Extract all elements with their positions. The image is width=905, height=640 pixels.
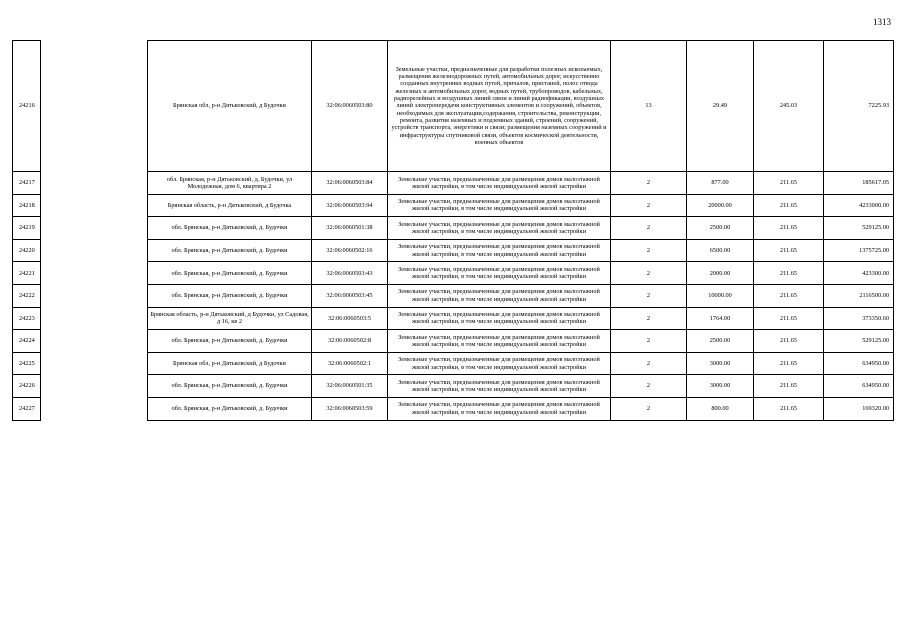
land-use-cell: Земельные участки, предназначенные для размещения домов малоэтажной жилой застройки, в том числе индивидуальной жилой застройки — [388, 284, 611, 307]
land-use-cell: Земельные участки, предназначенные для размещения домов малоэтажной жилой застройки, в том числе индивидуальной жилой застройки — [388, 330, 611, 353]
row-number: 24225 — [13, 352, 41, 375]
land-use-cell: Земельные участки, предназначенные для разработки полезных ископаемых, размещения железнодорожных путей, автомобильных дорог, искусственно созданных внутренних водных путей, причалов, пристаней, полос отвода железных и автомобильных дорог, водных путей, трубопроводов, кабельных, радиорелейных и воздушных линий связи и линий радиофикации, воздушных линий электропередачи конструктивных элементов и сооружений, объектов, необходимых для эксплуатации,содержания, строительства, реконструкции, ремонта, развития наземных и подземных зданий, строений, сооружений, устройств транспорта, энергетики и связи; размещения наземных сооружений и инфраструктуры спутниковой связи, объектов космической деятельности, военных объектов — [388, 41, 611, 172]
spacer-cell — [41, 352, 148, 375]
spacer-cell — [41, 194, 148, 217]
table-row — [13, 397, 894, 420]
cadastral-number-cell: 32:06:0060503:5 — [312, 307, 388, 330]
cadastral-value-cell: 7225.93 — [824, 41, 894, 172]
page-number: 1313 — [873, 17, 891, 27]
row-number: 24227 — [13, 397, 41, 420]
area-cell: 10000.00 — [687, 284, 754, 307]
specific-value-cell: 211.65 — [754, 307, 824, 330]
group-code-cell: 2 — [611, 239, 687, 262]
address-cell: обл. Брянская, р-н Дятьковский, д. Будочки — [148, 284, 312, 307]
group-code-cell: 2 — [611, 262, 687, 285]
table-row — [13, 239, 894, 262]
table-body — [13, 41, 894, 421]
area-cell: 2500.00 — [687, 217, 754, 240]
cadastral-number-cell: 32:06:0060503:59 — [312, 397, 388, 420]
spacer-cell — [41, 284, 148, 307]
area-cell: 3000.00 — [687, 352, 754, 375]
cadastral-value-cell: 4233000.00 — [824, 194, 894, 217]
cadastral-value-cell: 373350.60 — [824, 307, 894, 330]
cadastral-value-cell: 185617.05 — [824, 172, 894, 195]
cadastral-number-cell: 32:06:0060503:43 — [312, 262, 388, 285]
spacer-cell — [41, 217, 148, 240]
address-cell: Брянская обл, р-н Дятьковский, д Будочки — [148, 352, 312, 375]
table-row — [13, 330, 894, 353]
land-use-cell: Земельные участки, предназначенные для размещения домов малоэтажной жилой застройки, в том числе индивидуальной жилой застройки — [388, 397, 611, 420]
specific-value-cell: 245.03 — [754, 41, 824, 172]
area-cell: 29.49 — [687, 41, 754, 172]
address-cell: обл. Брянская, р-н Дятьковский, д. Будочки, ул Молодежная, дом 6, квартира 2 — [148, 172, 312, 195]
spacer-cell — [41, 307, 148, 330]
specific-value-cell: 211.65 — [754, 397, 824, 420]
specific-value-cell: 211.65 — [754, 194, 824, 217]
row-number: 24226 — [13, 375, 41, 398]
land-use-cell: Земельные участки, предназначенные для размещения домов малоэтажной жилой застройки, в том числе индивидуальной жилой застройки — [388, 194, 611, 217]
group-code-cell: 2 — [611, 172, 687, 195]
specific-value-cell: 211.65 — [754, 375, 824, 398]
area-cell: 6500.00 — [687, 239, 754, 262]
group-code-cell: 2 — [611, 194, 687, 217]
address-cell: обл. Брянская, р-н Дятьковский, д. Будочки — [148, 330, 312, 353]
table-row — [13, 41, 894, 172]
table-row — [13, 307, 894, 330]
land-use-cell: Земельные участки, предназначенные для размещения домов малоэтажной жилой застройки, в том числе индивидуальной жилой застройки — [388, 375, 611, 398]
specific-value-cell: 211.65 — [754, 284, 824, 307]
land-use-cell: Земельные участки, предназначенные для размещения домов малоэтажной жилой застройки, в том числе индивидуальной жилой застройки — [388, 239, 611, 262]
land-use-cell: Земельные участки, предназначенные для размещения домов малоэтажной жилой застройки, в том числе индивидуальной жилой застройки — [388, 352, 611, 375]
cadastral-number-cell: 32:06:0060501:35 — [312, 375, 388, 398]
area-cell: 1764.00 — [687, 307, 754, 330]
group-code-cell: 2 — [611, 352, 687, 375]
area-cell: 20000.00 — [687, 194, 754, 217]
area-cell: 2500.00 — [687, 330, 754, 353]
specific-value-cell: 211.65 — [754, 352, 824, 375]
cadastral-value-cell: 423300.00 — [824, 262, 894, 285]
row-number: 24216 — [13, 41, 41, 172]
row-number: 24218 — [13, 194, 41, 217]
group-code-cell: 2 — [611, 217, 687, 240]
table-row — [13, 172, 894, 195]
cadastral-value-cell: 634950.00 — [824, 352, 894, 375]
row-number: 24222 — [13, 284, 41, 307]
spacer-cell — [41, 41, 148, 172]
cadastral-value-cell: 529125.00 — [824, 330, 894, 353]
spacer-cell — [41, 239, 148, 262]
specific-value-cell: 211.65 — [754, 239, 824, 262]
spacer-cell — [41, 262, 148, 285]
spacer-cell — [41, 375, 148, 398]
address-cell: Брянская область, р-н Дятьковский, д Будочки, ул Садовая, д 16, кв 2 — [148, 307, 312, 330]
table-row — [13, 375, 894, 398]
row-number: 24221 — [13, 262, 41, 285]
cadastral-value-cell: 2116500.00 — [824, 284, 894, 307]
cadastral-number-cell: 32:06:0060503:80 — [312, 41, 388, 172]
group-code-cell: 2 — [611, 284, 687, 307]
cadastral-number-cell: 32:06:0060502:8 — [312, 330, 388, 353]
address-cell: Брянская обл, р-н Дятьковский, д Будочки — [148, 41, 312, 172]
group-code-cell: 2 — [611, 375, 687, 398]
table-row — [13, 217, 894, 240]
area-cell: 2000.00 — [687, 262, 754, 285]
table-row — [13, 352, 894, 375]
table-row — [13, 284, 894, 307]
land-use-cell: Земельные участки, предназначенные для размещения домов малоэтажной жилой застройки, в том числе индивидуальной жилой застройки — [388, 217, 611, 240]
row-number: 24219 — [13, 217, 41, 240]
address-cell: обл. Брянская, р-н Дятьковский, д. Будочки — [148, 262, 312, 285]
cadastral-number-cell: 32:06:0060502:16 — [312, 239, 388, 262]
table-row — [13, 194, 894, 217]
address-cell: обл. Брянская, р-н Дятьковский, д. Будочки — [148, 217, 312, 240]
spacer-cell — [41, 172, 148, 195]
group-code-cell: 13 — [611, 41, 687, 172]
specific-value-cell: 211.65 — [754, 330, 824, 353]
land-use-cell: Земельные участки, предназначенные для размещения домов малоэтажной жилой застройки, в том числе индивидуальной жилой застройки — [388, 307, 611, 330]
cadastral-value-cell: 634950.00 — [824, 375, 894, 398]
area-cell: 3000.00 — [687, 375, 754, 398]
address-cell: Брянская область, р-н Дятьковский, д Будочка — [148, 194, 312, 217]
land-use-cell: Земельные участки, предназначенные для размещения домов малоэтажной жилой застройки, в том числе индивидуальной жилой застройки — [388, 262, 611, 285]
specific-value-cell: 211.65 — [754, 217, 824, 240]
specific-value-cell: 211.65 — [754, 172, 824, 195]
cadastral-number-cell: 32:06:0060502:1 — [312, 352, 388, 375]
address-cell: обл. Брянская, р-н Дятьковский, д. Будочки — [148, 375, 312, 398]
address-cell: обл. Брянская, р-н Дятьковский, д. Будочки — [148, 239, 312, 262]
group-code-cell: 2 — [611, 307, 687, 330]
specific-value-cell: 211.65 — [754, 262, 824, 285]
cadastral-number-cell: 32:06:0060503:84 — [312, 172, 388, 195]
cadastral-number-cell: 32:06:0060503:94 — [312, 194, 388, 217]
table-row — [13, 262, 894, 285]
row-number: 24220 — [13, 239, 41, 262]
spacer-cell — [41, 397, 148, 420]
land-use-cell: Земельные участки, предназначенные для размещения домов малоэтажной жилой застройки, в том числе индивидуальной жилой застройки — [388, 172, 611, 195]
cadastral-number-cell: 32:06:0060501:38 — [312, 217, 388, 240]
cadastral-value-cell: 1375725.00 — [824, 239, 894, 262]
row-number: 24223 — [13, 307, 41, 330]
row-number: 24224 — [13, 330, 41, 353]
group-code-cell: 2 — [611, 330, 687, 353]
area-cell: 800.00 — [687, 397, 754, 420]
cadastral-number-cell: 32:06:0060503:45 — [312, 284, 388, 307]
cadastral-value-cell: 169320.00 — [824, 397, 894, 420]
cadastral-value-cell: 529125.00 — [824, 217, 894, 240]
group-code-cell: 2 — [611, 397, 687, 420]
area-cell: 877.00 — [687, 172, 754, 195]
address-cell: обл. Брянская, р-н Дятьковский, д. Будочки — [148, 397, 312, 420]
row-number: 24217 — [13, 172, 41, 195]
spacer-cell — [41, 330, 148, 353]
cadastral-value-table — [12, 40, 894, 421]
